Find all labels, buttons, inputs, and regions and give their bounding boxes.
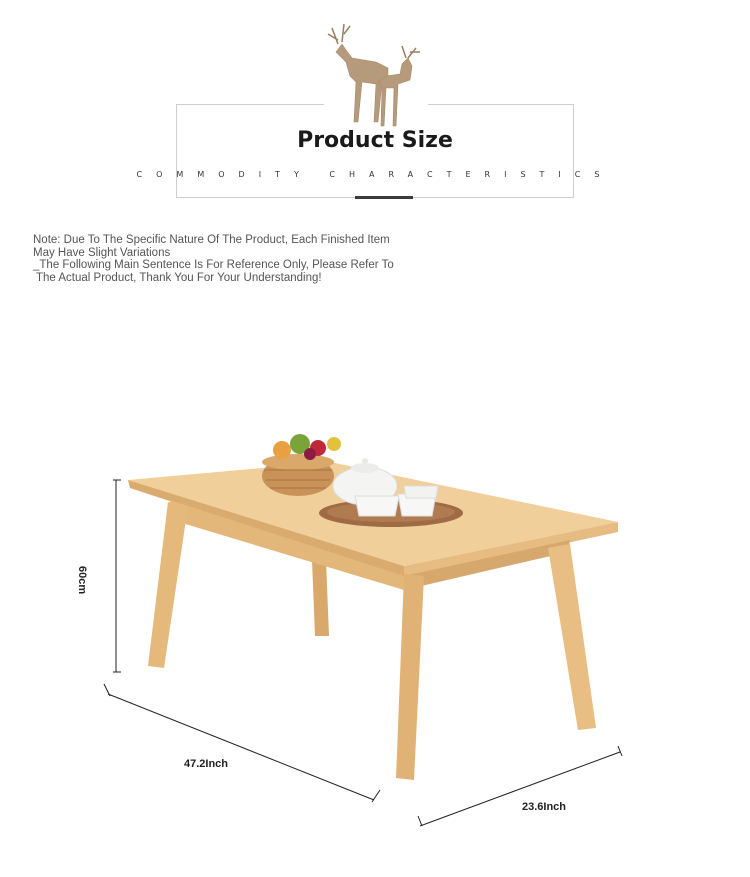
table-leg	[148, 502, 188, 668]
width-dimension-line	[418, 746, 622, 826]
table-leg	[548, 544, 596, 730]
note-line: May Have Slight Variations	[33, 246, 171, 259]
length-label: 47.2Inch	[184, 758, 229, 770]
page-title: Product Size	[297, 128, 453, 153]
disclaimer-note	[33, 234, 433, 284]
width-label: 23.6Inch	[522, 801, 567, 813]
height-label: 60cm	[76, 566, 88, 595]
frame-divider	[428, 104, 574, 105]
table-leg	[312, 560, 329, 636]
page-subtitle: COMMODITY CHARACTERISTICS	[136, 170, 614, 179]
note-line: The Actual Product, Thank You For Your Understanding!	[33, 271, 322, 284]
fruit	[273, 441, 291, 459]
tea-cup	[355, 496, 399, 516]
fruit	[327, 437, 341, 451]
note-line: _The Following Main Sentence Is For Reference Only, Please Refer To	[33, 259, 394, 271]
height-dimension-line	[113, 480, 121, 672]
title-underline	[355, 196, 413, 199]
table-leg	[396, 574, 424, 780]
frame-divider	[176, 104, 324, 105]
length-dimension-line	[104, 684, 380, 802]
tea-cup	[404, 486, 438, 498]
note-line: Note: Due To The Specific Nature Of The Product, Each Finished Item	[33, 234, 390, 246]
fruit	[304, 448, 316, 460]
product-photo	[0, 400, 750, 840]
